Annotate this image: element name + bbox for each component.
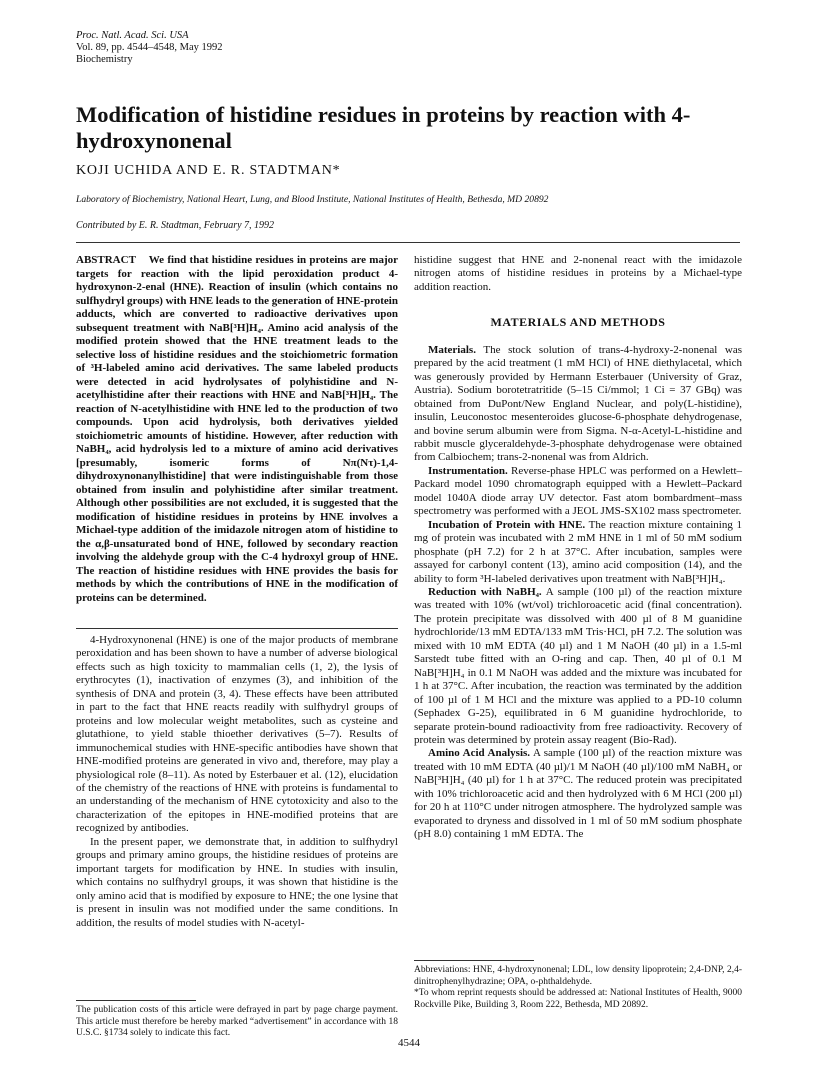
- header-rule: [76, 242, 740, 243]
- footnote-left: [76, 1005, 398, 1040]
- methods-text: A sample (100 µl) of the reaction mixture was treated with 10 mM EDTA (40 µl)/1 M NaOH (40 µl)/100 mM NaBH₄ or NaB[³H]H₄ (40 µl) for 1 h at 37°C. The reduced protein was precipitated with 10% trichloroacetic acid and then hydrolyzed with 6 M HCl (200 µl) for 20 h at 110°C under nitrogen atmosphere. The hydrolyzed sample was evaporated to dryness and dissolved in 1 ml of 50 mM sodium phosphate (pH 8.0) containing 1 mM EDTA. The: [414, 747, 742, 841]
- journal-volume: Vol. 89, pp. 4544–4548, May 1992: [76, 42, 223, 53]
- abstract: [76, 254, 398, 605]
- reprint-note: *To whom reprint requests should be addressed at: National Institutes of Health, 9000 Rockville Pike, Building 3, Room 222, Bethesda, MD 20892.: [414, 988, 742, 1010]
- methods-paragraph: [414, 344, 742, 465]
- affiliation: Laboratory of Biochemistry, National Heart, Lung, and Blood Institute, National Institutes of Health, Bethesda, MD 20892: [76, 194, 549, 205]
- page-number: 4544: [398, 1037, 420, 1049]
- methods-text: Reverse-phase HPLC was performed on a Hewlett–Packard model 1090 chromatograph equipped with a Hewlett–Packard model 1040A diode array UV detector. Fast atom bombardment–mass spectrometry was performed with a JEOL JMS-SX102 mass spectrometer.: [414, 464, 742, 518]
- methods-subhead: Materials.: [428, 343, 476, 356]
- abstract-text: We find that histidine residues in proteins are major targets for reaction with the lipid peroxidation product 4-hydroxynon-2-enal (HNE). Reaction of insulin (which contains no sulfhydryl groups) with HNE leads to the generation of HNE-protein adducts, which are converted to radioactive derivatives upon subsequent treatment with NaB[³H]H₄. Amino acid analysis of the modified protein showed that the HNE treatment leads to the selective loss of histidine residues and the stoichiometric formation of ³H-labeled amino acid derivatives. The same labeled products were detected in acid hydrolysates of polyhistidine and N-acetylhistidine after their reactions with HNE and NaB[³H]H₄. The reaction of N-acetylhistidine with HNE led to the production of two compounds. Upon acid hydrolysis, both derivatives yielded stoichiometric amounts of histidine. However, after reduction with NaBH₄, acid hydrolysis led to a mixture of amino acid derivatives [presumably, isomeric forms of Nπ(Nτ)-1,4-dihydroxynonanylhistidine] that were indistinguishable from those obtained from insulin and polyhistidine after similar treatment. Although other possibilities are not excluded, it is suggested that the modification of histidine residues in proteins by HNE involves a Michael-type addition of the imidazole nitrogen atom of histidine to the α,β-unsaturated bond of HNE, followed by secondary reaction involving the aldehyde group with the C-4 hydroxyl group of HNE. The reaction of histidine residues with HNE provides the basis for methods by which the contributions of HNE in the modification of proteins can be determined.: [76, 254, 398, 604]
- methods-subhead: Amino Acid Analysis.: [428, 747, 531, 760]
- publication-cost-note: The publication costs of this article were defrayed in part by page charge payment. This article must therefore be hereby marked “advertisement” in accordance with 18 U.S.C. §1734 solely to indicate this fact.: [76, 1005, 398, 1038]
- methods-paragraph: [414, 519, 742, 586]
- right-column: [414, 254, 742, 842]
- footnote-rule-left: [76, 1000, 196, 1001]
- abstract-rule: [76, 628, 398, 629]
- methods-paragraph: [414, 747, 742, 841]
- article-title: Modification of histidine residues in proteins by reaction with 4-hydroxynonenal: [76, 102, 691, 153]
- footnote-right: [414, 965, 742, 1011]
- abbreviations-note: Abbreviations: HNE, 4-hydroxynonenal; LDL, low density lipoprotein; 2,4-DNP, 2,4-dinitrophenylhydrazine; OPA, o-phthaldehyde.: [414, 965, 742, 987]
- contributed-line: Contributed by E. R. Stadtman, February 7, 1992: [76, 220, 275, 231]
- intro-paragraph-1: 4-Hydroxynonenal (HNE) is one of the major products of membrane peroxidation and has been shown to have a number of adverse biological effects such as high toxicity to mammalian cells (1, 2), the lysis of erythrocytes (1), inactivation of enzymes (3), and inhibition of the synthesis of DNA and protein (3, 4). These effects have been attributed in part to the fact that HNE reacts readily with sulfhydryl groups of proteins and low molecular weight metabolites, such as cysteine and glutathione, to yield stable thioether derivatives (5–7). Results of immunochemical studies with HNE-specific antibodies have shown that HNE-modified proteins are generated in vivo and, therefore, may play a physiological role (8–11). As noted by Esterbauer et al. (12), elucidation of the chemistry of the reactions of HNE with proteins is fundamental to an understanding of the mechanism of HNE cytotoxicity and also to the characterization of the epitopes in HNE-modified proteins that are recognized by antibodies.: [76, 634, 398, 835]
- methods-text: A sample (100 µl) of the reaction mixture was treated with 10% (wt/vol) trichloroacetic acid (final concentration). The protein precipitate was dissolved with 400 µl of 8 M guanidine hydrochloride/13 mM EDTA/133 mM Tris·HCl, pH 7.2. The solution was mixed with 10 mM EDTA (40 µl) and 1 M NaOH (40 µl) in a 1.5-ml Sarstedt tube fitted with an O-ring and cap. Then, 40 µl of 0.1 M NaB[³H]H₄ in 0.1 M NaOH was added and the mixture was incubated for 1 h at 37°C. After incubation, the reaction was terminated by the addition of 100 µl of 1 M HCl and the mixture was applied to a PD-10 column (Sephadex G-25), equilibrated in 6 M guanidine hydrochloride, to separate protein-bound radioactivity from free radioactivity. Recovery of protein was determined by protein assay reagent (Bio-Rad).: [414, 585, 742, 746]
- intro-continuation: histidine suggest that HNE and 2-nonenal react with the imidazole nitrogen atoms of histidine residues in proteins by a Michael-type addition reaction.: [414, 254, 742, 293]
- methods-subhead: Reduction with NaBH₄.: [428, 585, 542, 598]
- abstract-label: ABSTRACT: [76, 254, 136, 266]
- intro-paragraph-2: In the present paper, we demonstrate that, in addition to sulfhydryl groups and primary amino groups, the histidine residues of proteins are important targets for modification by HNE. In studies with insulin, which contains no sulfhydryl groups, it was shown that histidine is the only amino acid that is modified by exposure to HNE; the one lysine that is present in insulin was not modified under the same conditions. In addition, the results of model studies with N-acetyl-: [76, 835, 398, 929]
- section-heading-methods: MATERIALS AND METHODS: [490, 315, 666, 330]
- methods-subhead: Incubation of Protein with HNE.: [428, 518, 586, 531]
- journal-name: Proc. Natl. Acad. Sci. USA: [76, 30, 189, 41]
- methods-text: The stock solution of trans-4-hydroxy-2-nonenal was prepared by the acid treatment (1 mM HCl) of HNE diethylacetal, which was generously provided by Hermann Esterbauer (University of Graz, Austria). Sodium borotetratritide (5–15 Ci/mmol; 1 Ci = 37 GBq) was obtained from DuPont/New England Nuclear, and poly(L-histidine), insulin, Leuconostoc mesenteroides glucose-6-phosphate dehydrogenase, and bovine serum albumin were from Sigma. N-α-Acetyl-L-histidine and rabbit muscle glyceraldehyde-3-phosphate dehydrogenase were obtained from Calbiochem; trans-2-nonenal was from Aldrich.: [414, 343, 742, 464]
- methods-text: The reaction mixture containing 1 mg of protein was incubated with 2 mM HNE in 1 ml of 50 mM sodium phosphate (pH 7.2) for 2 h at 37°C. After incubation, samples were assayed for carbonyl content (13), amino acid composition (14), and the ability to form ³H-labeled derivatives upon treatment with NaB[³H]H₄.: [414, 518, 742, 585]
- journal-header: [76, 30, 223, 66]
- left-column: [76, 634, 398, 930]
- methods-paragraph: [414, 465, 742, 519]
- methods-paragraph: [414, 586, 742, 747]
- authors: KOJI UCHIDA AND E. R. STADTMAN*: [76, 163, 341, 178]
- journal-section: Biochemistry: [76, 54, 133, 65]
- footnote-rule-right: [414, 960, 534, 961]
- methods-subhead: Instrumentation.: [428, 464, 508, 477]
